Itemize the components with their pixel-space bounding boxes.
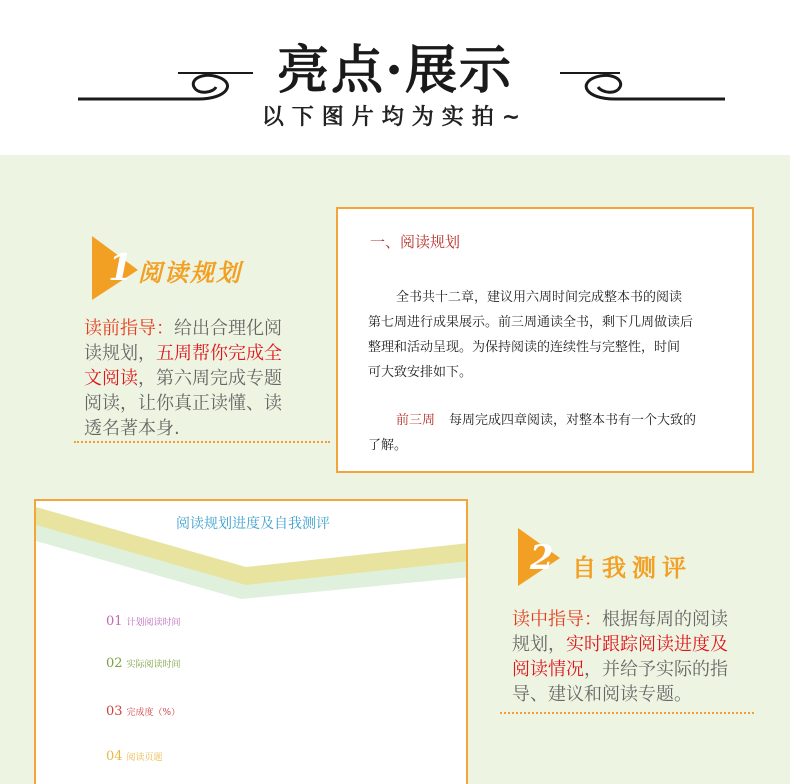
reading-plan-line: 第七周进行成果展示。前三周通读全书，剩下几周做读后 <box>368 315 694 330</box>
section-1-desc-highlight: 五周帮你完成全 <box>156 343 282 364</box>
progress-item-label: 实际阅读时间 <box>126 660 181 670</box>
section-1-desc-highlight: 文阅读 <box>84 368 138 389</box>
progress-item-label: 计划阅读时间 <box>126 618 181 628</box>
section-2-desc-line: 规划， <box>512 634 566 655</box>
section-2-desc-highlight: 实时跟踪阅读进度及 <box>566 634 728 655</box>
progress-title: 阅读规划进度及自我测评 <box>176 516 330 532</box>
reading-plan-line: 了解。 <box>368 438 408 453</box>
swirl-right-decoration <box>560 55 725 105</box>
progress-item-number: 04 <box>106 749 123 764</box>
reading-plan-line: 全书共十二章，建议用六周时间完成整本书的阅读 <box>396 290 683 305</box>
section-2-divider <box>500 712 754 714</box>
progress-item-number: 02 <box>106 656 123 671</box>
section-1-divider <box>74 441 330 443</box>
reading-plan-term: 前三周 <box>396 413 436 428</box>
section-1-desc-line: ，第六周完成专题 <box>138 368 282 389</box>
progress-sample <box>34 499 468 784</box>
section-2-description <box>512 607 752 707</box>
progress-item <box>106 656 181 671</box>
reading-plan-line: 整理和活动呈现。为保持阅读的连续性与完整性，时间 <box>368 340 681 355</box>
reading-plan-sample <box>336 207 754 473</box>
section-2-number: 2 <box>530 538 554 578</box>
progress-item <box>106 704 180 719</box>
progress-item-number: 03 <box>106 704 123 719</box>
section-1-desc-line: 给出合理化阅 <box>174 318 282 339</box>
section-2-desc-line: 导、建议和阅读专题。 <box>512 684 692 705</box>
section-2-desc-line: 根据每周的阅读 <box>602 609 728 630</box>
section-2-marker-icon <box>518 528 560 586</box>
section-1-marker-icon <box>92 236 138 300</box>
section-1-desc-label: 读前指导： <box>84 318 174 339</box>
progress-item-label: 完成度（%） <box>126 708 181 718</box>
header <box>0 0 790 155</box>
section-1-desc-line: 透名著本身. <box>84 418 180 439</box>
reading-plan-heading: 一、阅读规划 <box>370 233 461 251</box>
section-2-desc-line: ，并给予实际的指 <box>584 659 728 680</box>
section-2-heading: 自我测评 <box>572 554 692 582</box>
section-1-number: 1 <box>108 247 134 289</box>
page-title: 亮点·展示 <box>276 40 514 101</box>
page-subtitle: 以下图片均为实拍~ <box>261 105 529 130</box>
section-2-desc-highlight: 阅读情况 <box>512 659 584 680</box>
section-1-heading: 阅读规划 <box>138 259 242 287</box>
section-1-desc-line: 阅读，让你真正读懂、读 <box>84 393 282 414</box>
progress-item <box>106 614 181 629</box>
section-1-desc-line: 读规划， <box>84 343 156 364</box>
section-1-description <box>84 316 314 441</box>
progress-item <box>106 749 163 764</box>
section-2-desc-label: 读中指导： <box>512 609 602 630</box>
progress-item-number: 01 <box>106 614 123 629</box>
reading-plan-line: 每周完成四章阅读，对整本书有一个大致的 <box>449 413 697 428</box>
reading-plan-text <box>368 285 754 458</box>
reading-plan-line: 可大致安排如下。 <box>368 365 473 380</box>
progress-item-label: 阅读页题 <box>126 753 163 763</box>
